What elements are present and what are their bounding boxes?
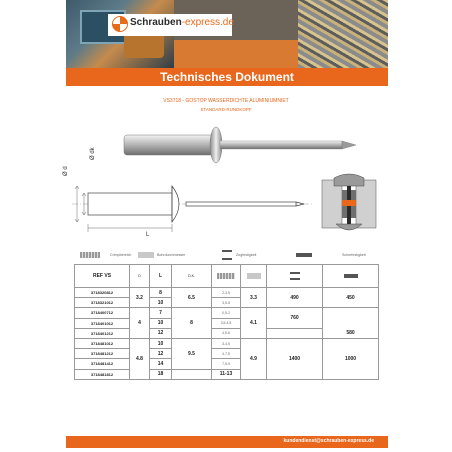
document-title: Technisches Dokument bbox=[66, 68, 388, 86]
table-row bbox=[75, 308, 379, 318]
d-cell: 4 bbox=[130, 308, 150, 339]
tensile-cell: 760 bbox=[267, 308, 323, 328]
header-dk: D.K. bbox=[172, 265, 212, 288]
l-cell: 12 bbox=[150, 349, 172, 359]
header-shear bbox=[323, 265, 379, 288]
l-cell: 12 bbox=[150, 328, 172, 338]
hole-cell: 4.1 bbox=[241, 308, 267, 339]
ref-cell: 3718400712 bbox=[75, 308, 130, 318]
tensile-cell: 1400 bbox=[267, 338, 323, 379]
dk-cell: 8 bbox=[172, 308, 212, 339]
header-hole bbox=[241, 265, 267, 288]
ref-cell: 3718481412 bbox=[75, 359, 130, 369]
table-header-row bbox=[75, 265, 379, 288]
hole-diameter-icon bbox=[138, 252, 154, 258]
legend-tensile: Zugfestigkeit bbox=[236, 253, 257, 257]
empty-cell bbox=[172, 369, 212, 379]
shear-strength-icon bbox=[296, 253, 312, 257]
header-ref: REF VS bbox=[75, 265, 130, 288]
product-name: VS3718 - GOSTOP WASSERDICHTE ALUMINIUMNIET bbox=[163, 98, 289, 104]
ref-cell: 3718401012 bbox=[75, 318, 130, 328]
tensile-strength-icon bbox=[290, 272, 300, 280]
ref-cell: 3718321012 bbox=[75, 298, 130, 308]
ref-cell: 3718481012 bbox=[75, 338, 130, 348]
legend-shear: Scherfestigkeit bbox=[342, 253, 366, 257]
d-cell: 4.8 bbox=[130, 338, 150, 379]
hole-cell: 3.3 bbox=[241, 288, 267, 308]
legend-crimp: Crimpbereich bbox=[110, 253, 132, 257]
dim-dk-label: Ø dk bbox=[90, 147, 96, 160]
crimp-cell: 3,5-5 bbox=[212, 298, 241, 308]
tensile-strength-icon bbox=[222, 250, 232, 260]
product-subtitle: STANDARD-RUNDKOPF bbox=[200, 107, 252, 112]
table-row bbox=[75, 288, 379, 298]
crimp-cell: 3-4,5 bbox=[212, 338, 241, 348]
l-cell: 8 bbox=[150, 288, 172, 298]
shear-cell: 450 bbox=[323, 288, 379, 308]
ref-cell: 3718481812 bbox=[75, 369, 130, 379]
l-cell: 7 bbox=[150, 308, 172, 318]
crimp-cell: 4-7,5 bbox=[212, 349, 241, 359]
l-cell: 10 bbox=[150, 318, 172, 328]
crimp-cell: 2-3,5 bbox=[212, 288, 241, 298]
legend-hole: Bohrdurchmesser bbox=[157, 253, 186, 257]
dim-L-label: L bbox=[146, 232, 150, 238]
crimp-range-icon bbox=[80, 252, 100, 258]
l-cell: 10 bbox=[150, 298, 172, 308]
rivet-section-view bbox=[322, 174, 376, 230]
l-cell: 14 bbox=[150, 359, 172, 369]
hole-cell: 4.9 bbox=[241, 338, 267, 379]
dim-d-label: Ø d bbox=[63, 166, 69, 176]
dk-cell: 9.5 bbox=[172, 338, 212, 369]
logo-brand: Schrauben bbox=[130, 17, 182, 28]
crimp-cell: 3,5-4,5 bbox=[212, 318, 241, 328]
empty-cell bbox=[267, 328, 323, 338]
header-crimp bbox=[212, 265, 241, 288]
ref-cell: 3718401212 bbox=[75, 328, 130, 338]
table-row bbox=[75, 338, 379, 348]
d-cell: 3.2 bbox=[130, 288, 150, 308]
header-l: L bbox=[150, 265, 172, 288]
shear-cell: 1000 bbox=[323, 338, 379, 379]
ref-cell: 3718481212 bbox=[75, 349, 130, 359]
hole-diameter-icon bbox=[247, 273, 261, 279]
l-cell: 18 bbox=[150, 369, 172, 379]
footer-bar bbox=[66, 436, 388, 448]
shear-strength-icon bbox=[344, 274, 358, 278]
crimp-cell: 4,5-6 bbox=[212, 328, 241, 338]
legend bbox=[0, 249, 452, 263]
support-email-link[interactable]: kundendienst@schrauben-express.de bbox=[283, 438, 374, 444]
ref-cell: 3718320812 bbox=[75, 288, 130, 298]
tensile-cell: 490 bbox=[267, 288, 323, 308]
dk-cell: 6.5 bbox=[172, 288, 212, 308]
spec-table bbox=[74, 264, 379, 380]
crimp-cell: 0,5-2 bbox=[212, 308, 241, 318]
crimp-cell: 7,5-9 bbox=[212, 359, 241, 369]
rivet-line-drawing bbox=[72, 186, 312, 232]
shear-cell: 580 bbox=[323, 308, 379, 339]
rivet-3d-image bbox=[124, 127, 356, 163]
logo-domain: -express.de bbox=[181, 17, 234, 28]
header-tensile bbox=[267, 265, 323, 288]
header-d: D bbox=[130, 265, 150, 288]
crimp-range-icon bbox=[217, 273, 235, 279]
l-cell: 10 bbox=[150, 338, 172, 348]
crimp-cell: 11-13 bbox=[212, 369, 241, 379]
